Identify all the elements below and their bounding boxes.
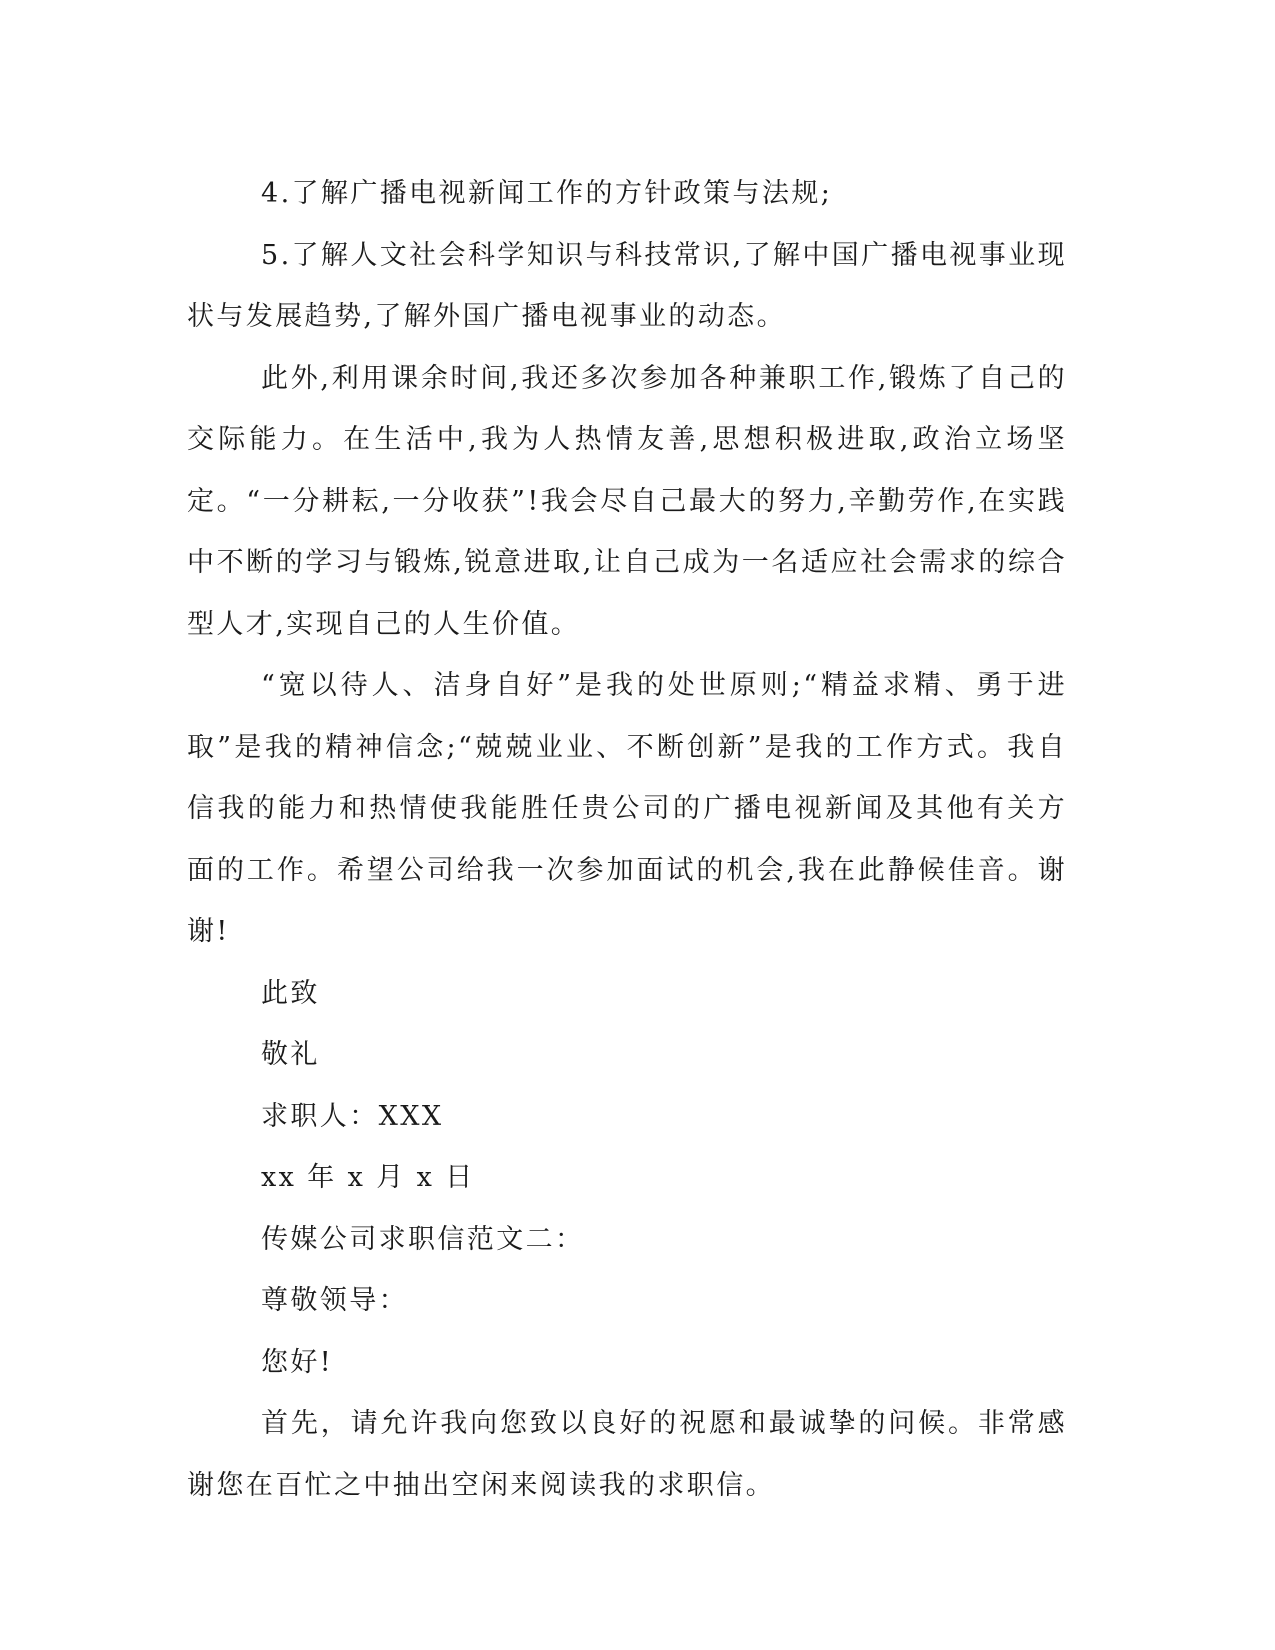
- paragraph-principles: “宽以待人、洁身自好”是我的处世原则;“精益求精、勇于进取”是我的精神信念;“兢兢业业、不断创新”是我的工作方式。我自信我的能力和热情使我能胜任贵公司的广播电视新闻及其他有关方面的工作。希望公司给我一次参加面试的机会,我在此静候佳音。谢谢!: [187, 670, 1067, 947]
- closing-line-2: 敬礼: [261, 1039, 320, 1070]
- paragraph-extracurricular: 此外,利用课余时间,我还多次参加各种兼职工作,锻炼了自己的交际能力。在生活中,我为人热情友善,思想积极进取,政治立场坚定。“一分耕耘,一分收获”!我会尽自己最大的努力,辛勤劳作,在实践中不断的学习与锻炼,锐意进取,让自己成为一名适应社会需求的综合型人才,实现自己的人生价值。: [187, 362, 1067, 640]
- signature-date: xx 年 x 月 x 日: [261, 1162, 475, 1193]
- paragraph-item-4: 4.了解广播电视新闻工作的方针政策与法规;: [261, 178, 833, 209]
- closing-line-1: 此致: [261, 977, 320, 1009]
- second-letter-greeting: 您好!: [261, 1346, 334, 1378]
- second-letter-title: 传媒公司求职信范文二：: [261, 1223, 585, 1255]
- paragraph-item-5: 5.了解人文社会科学知识与科技常识,了解中国广播电视事业现状与发展趋势,了解外国广播电视事业的动态。: [187, 239, 1067, 332]
- second-letter-salutation: 尊敬领导：: [261, 1285, 408, 1316]
- signature-applicant: 求职人：XXX: [261, 1100, 444, 1132]
- second-letter-intro: 首先，请允许我向您致以良好的祝愿和最诚挚的问候。非常感谢您在百忙之中抽出空闲来阅读我的求职信。: [187, 1408, 1067, 1501]
- document-body: [187, 163, 1067, 1516]
